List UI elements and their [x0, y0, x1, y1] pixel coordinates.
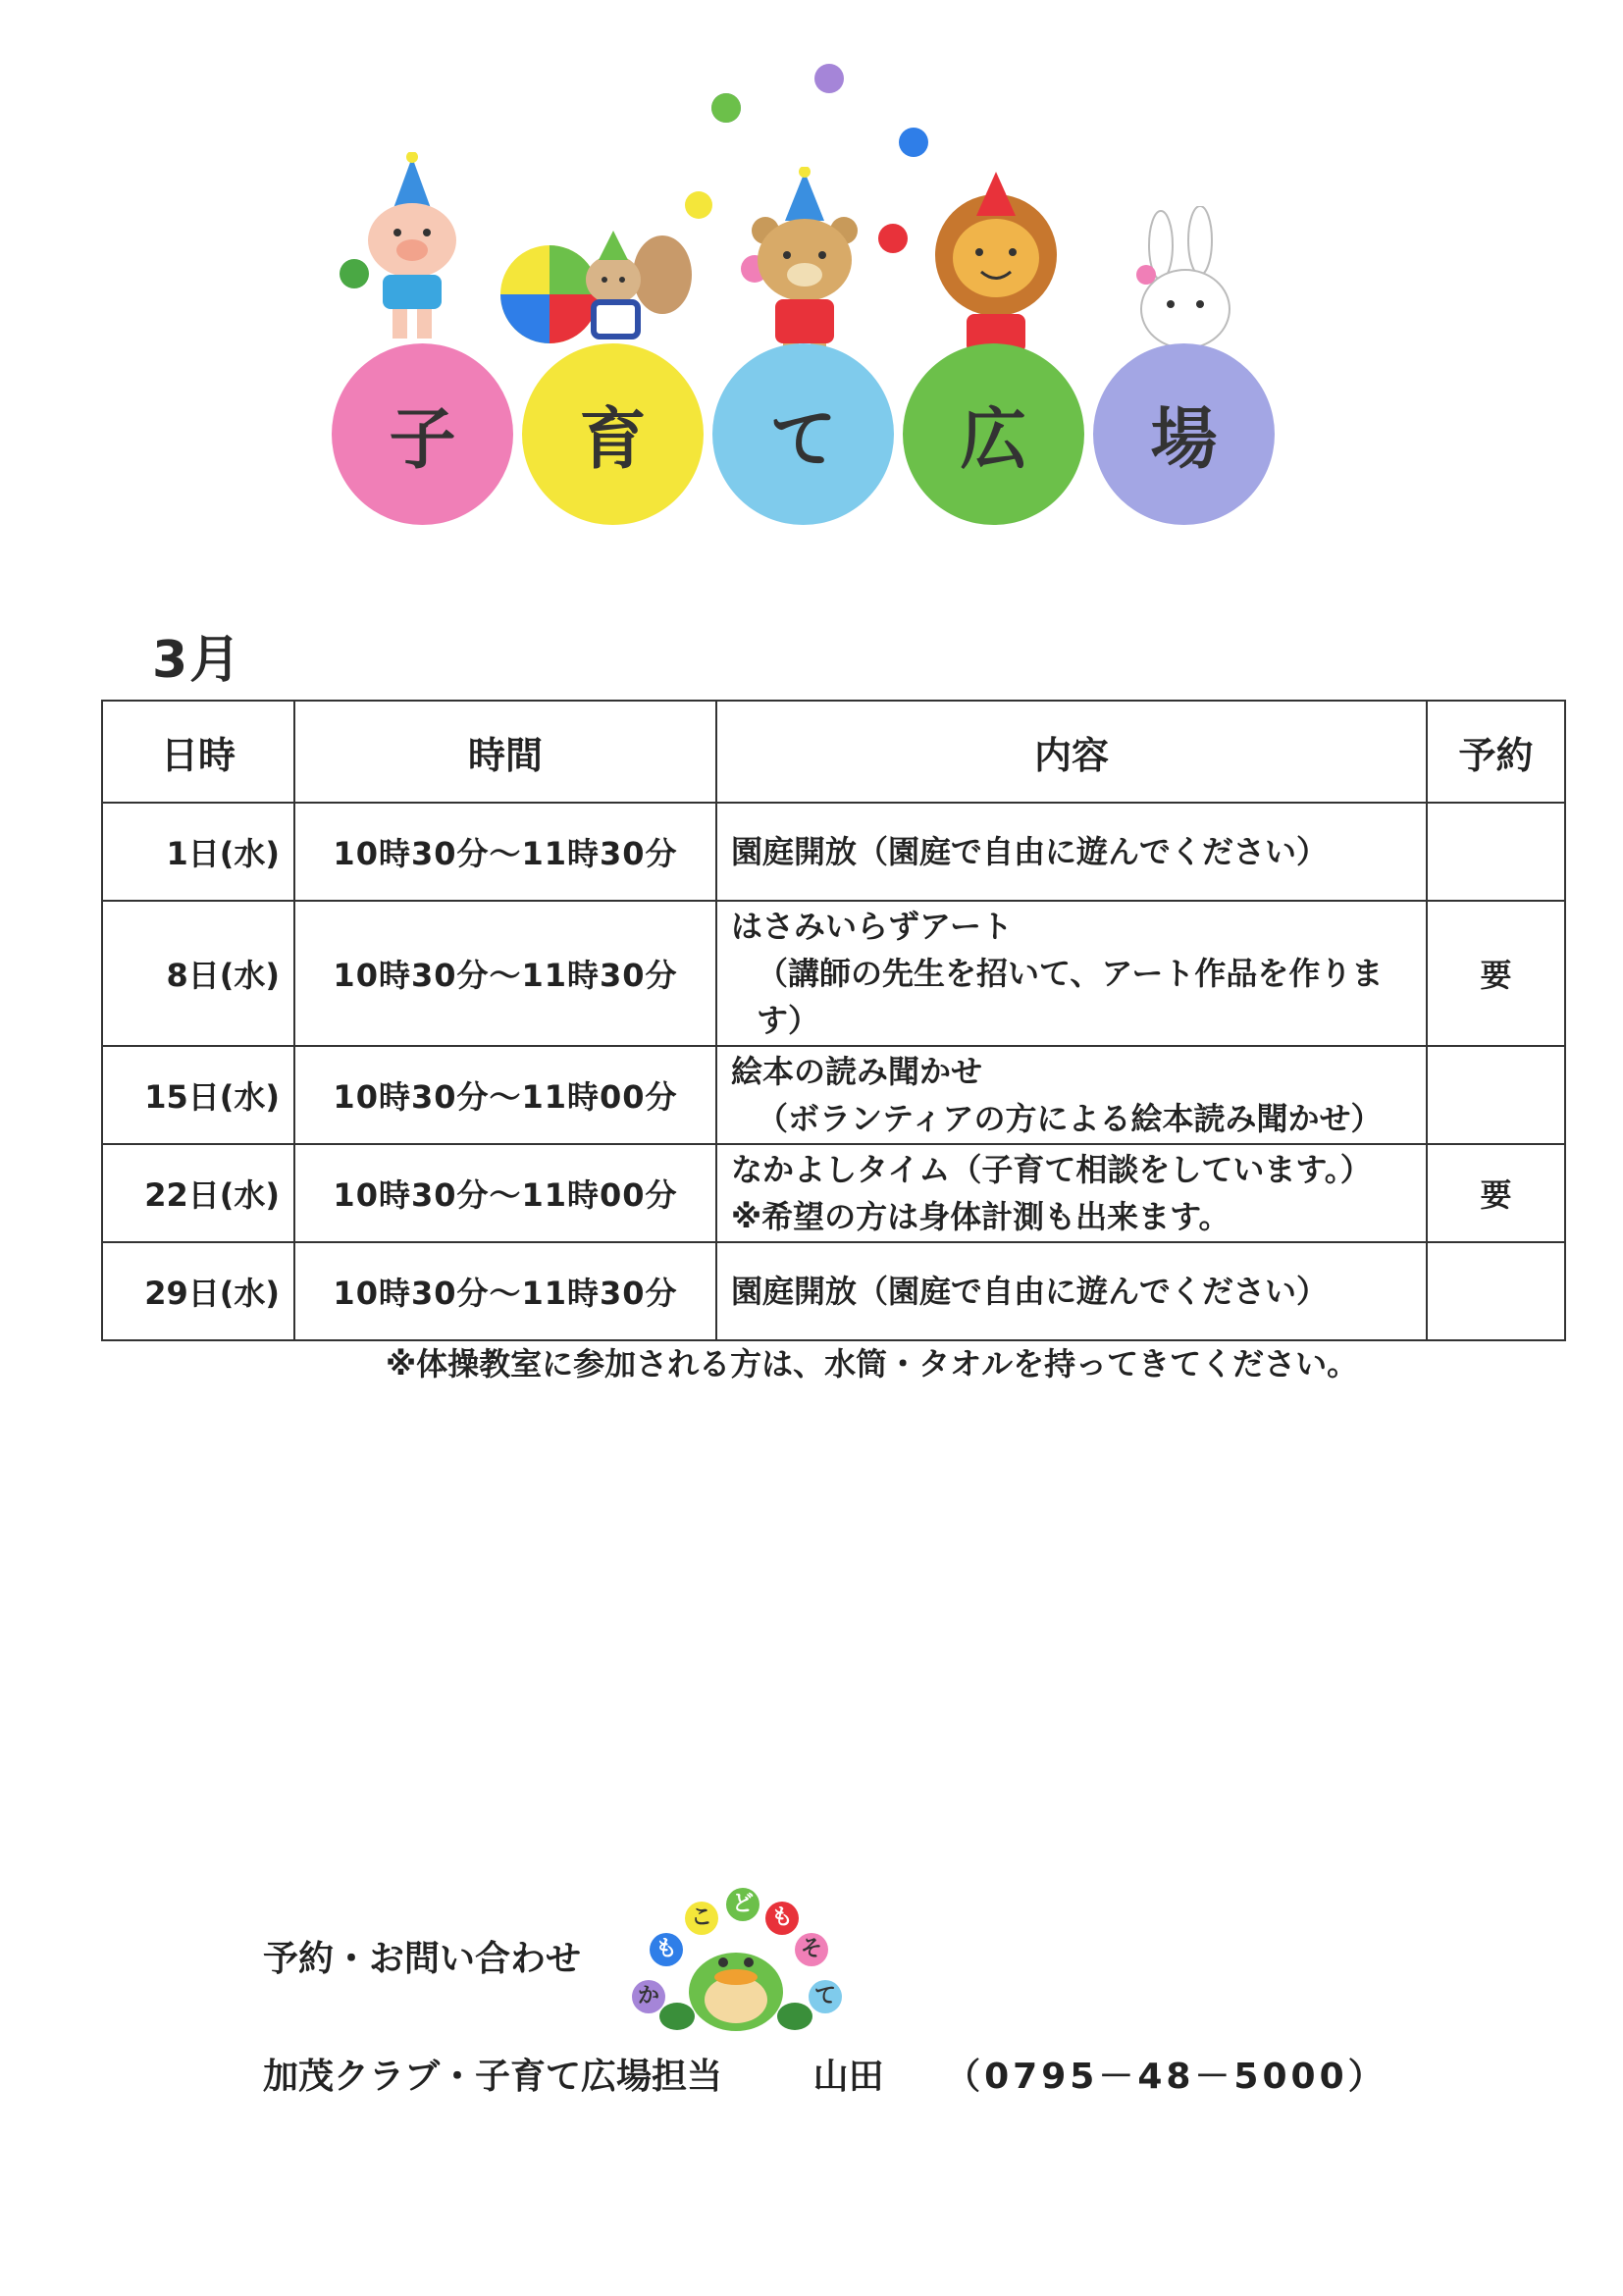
title-ball-4: 広	[903, 343, 1084, 525]
row-time: 10時30分～11時30分	[294, 901, 716, 1046]
table-row	[102, 1144, 1565, 1242]
row-content-main: はさみいらずアート	[731, 908, 1014, 945]
title-ball-3: て	[712, 343, 894, 525]
row-time: 10時30分～11時00分	[294, 1144, 716, 1242]
row-content-main: 園庭開放（園庭で自由に遊んでください）	[731, 833, 1329, 870]
squirrel-character-icon	[569, 226, 697, 363]
confetti-dot-purple	[814, 64, 844, 93]
row-content-main: 園庭開放（園庭で自由に遊んでください）	[731, 1273, 1329, 1310]
row-reservation: 要	[1427, 1144, 1565, 1242]
row-time: 10時30分～11時30分	[294, 803, 716, 901]
header-illustration	[314, 49, 1295, 540]
confetti-dot-blue	[899, 128, 928, 157]
header-time: 時間	[294, 701, 716, 803]
rabbit-character-icon	[1117, 206, 1254, 363]
title-ball-2: 育	[522, 343, 704, 525]
title-ball-1: 子	[332, 343, 513, 525]
table-header-row	[102, 701, 1565, 803]
kamo-kodomo-logo	[628, 1884, 844, 2041]
title-ball-5: 場	[1093, 343, 1275, 525]
row-content-note: ※希望の方は身体計測も出来ます。	[731, 1198, 1230, 1235]
row-content-sub: （講師の先生を招いて、アート作品を作ります）	[757, 955, 1384, 1039]
row-reservation	[1427, 803, 1565, 901]
logo-char: も	[650, 1933, 683, 1966]
row-content	[716, 1144, 1427, 1242]
contact-org: 加茂クラブ・子育て広場担当	[263, 2057, 723, 2097]
confetti-dot-red	[878, 224, 908, 253]
schedule-table	[101, 700, 1566, 1341]
row-time: 10時30分～11時30分	[294, 1242, 716, 1340]
row-content	[716, 901, 1427, 1046]
logo-char: ど	[726, 1888, 759, 1921]
logo-char: も	[765, 1902, 799, 1935]
confetti-dot-green	[711, 93, 741, 123]
confetti-dot-yellow	[685, 191, 712, 219]
header-date: 日時	[102, 701, 294, 803]
row-date: 29日(水)	[102, 1242, 294, 1340]
row-content	[716, 1242, 1427, 1340]
table-row	[102, 803, 1565, 901]
table-row	[102, 901, 1565, 1046]
row-date: 22日(水)	[102, 1144, 294, 1242]
logo-char: そ	[795, 1933, 828, 1966]
row-date: 8日(水)	[102, 901, 294, 1046]
footnote: ※体操教室に参加される方は、水筒・タオルを持ってきてください。	[386, 1345, 1359, 1383]
row-reservation	[1427, 1242, 1565, 1340]
table-row	[102, 1046, 1565, 1144]
logo-char: か	[632, 1980, 665, 2013]
row-content-sub: （ボランティアの方による絵本読み聞かせ）	[757, 1100, 1383, 1137]
row-content	[716, 803, 1427, 901]
row-content-main: なかよしタイム（子育て相談をしています。）	[731, 1151, 1372, 1188]
row-reservation: 要	[1427, 901, 1565, 1046]
row-reservation	[1427, 1046, 1565, 1144]
table-row	[102, 1242, 1565, 1340]
pig-character-icon	[353, 152, 471, 348]
row-content-main: 絵本の読み聞かせ	[731, 1053, 983, 1090]
contact-person: 山田	[812, 2057, 884, 2097]
row-time: 10時30分～11時00分	[294, 1046, 716, 1144]
month-heading: 3月	[152, 631, 243, 690]
row-date: 15日(水)	[102, 1046, 294, 1144]
contact-label: 予約・お問い合わせ	[263, 1939, 582, 1979]
header-reservation: 予約	[1427, 701, 1565, 803]
logo-char: こ	[685, 1902, 718, 1935]
header-content: 内容	[716, 701, 1427, 803]
contact-line	[263, 2049, 1387, 2099]
logo-char: て	[809, 1980, 842, 2013]
contact-phone: （0795－48－5000）	[945, 2057, 1387, 2097]
row-content	[716, 1046, 1427, 1144]
row-date: 1日(水)	[102, 803, 294, 901]
